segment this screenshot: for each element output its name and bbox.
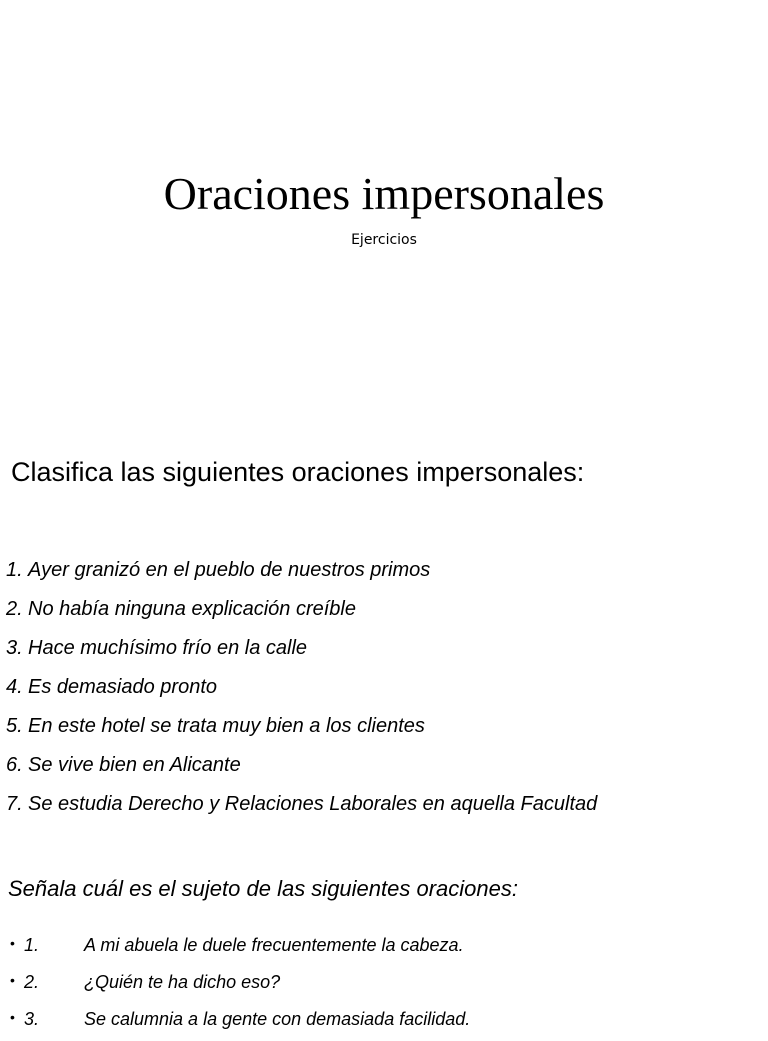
item-text: ¿Quién te ha dicho eso?	[84, 972, 281, 992]
item-number: 4.	[6, 676, 23, 698]
list-item	[6, 751, 597, 790]
list-item	[6, 712, 597, 751]
item-number: 1.	[6, 559, 23, 581]
bullet-icon: •	[10, 1009, 15, 1025]
item-number: 2.	[6, 598, 23, 620]
list-item	[10, 1004, 470, 1041]
item-text: Es demasiado pronto	[28, 676, 218, 698]
list-item	[6, 790, 597, 829]
list-item	[6, 556, 597, 595]
bullet-icon: •	[10, 972, 15, 988]
item-number: 6.	[6, 754, 23, 776]
item-number: 1.	[24, 935, 40, 955]
list-item	[6, 673, 597, 712]
item-text: Se estudia Derecho y Relaciones Laborales en aquella Facultad	[28, 793, 598, 815]
item-text: Hace muchísimo frío en la calle	[28, 637, 308, 659]
list-item	[10, 930, 470, 967]
item-text: En este hotel se trata muy bien a los clientes	[28, 715, 425, 737]
subject-exercise-list	[10, 930, 470, 1041]
page-title: Oraciones impersonales	[163, 168, 605, 219]
item-text: Se calumnia a la gente con demasiada facilidad.	[84, 1009, 471, 1029]
bullet-icon: •	[10, 935, 15, 951]
item-text: Se vive bien en Alicante	[28, 754, 241, 776]
list-item	[6, 595, 597, 634]
item-text: No había ninguna explicación creíble	[28, 598, 356, 620]
item-number: 3.	[6, 637, 23, 659]
page-subtitle: Ejercicios	[351, 232, 417, 248]
section1-heading: Clasifica las siguientes oraciones impersonales:	[11, 457, 585, 487]
item-number: 3.	[24, 1009, 40, 1029]
sentence-list	[6, 556, 597, 829]
item-number: 2.	[24, 972, 40, 992]
list-item	[6, 634, 597, 673]
item-number: 7.	[6, 793, 23, 815]
item-number: 5.	[6, 715, 23, 737]
list-item	[10, 967, 470, 1004]
item-text: Ayer granizó en el pueblo de nuestros primos	[28, 559, 431, 581]
section2-heading: Señala cuál es el sujeto de las siguientes oraciones:	[8, 876, 518, 901]
item-text: A mi abuela le duele frecuentemente la cabeza.	[84, 935, 464, 955]
